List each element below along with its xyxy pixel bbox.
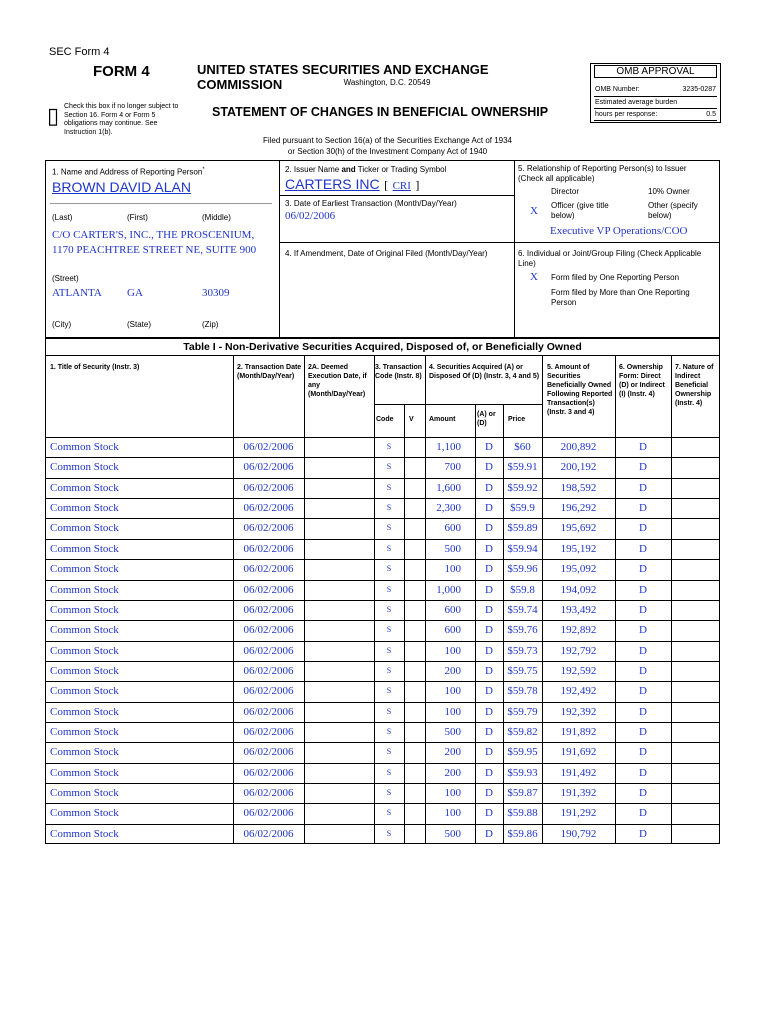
row-owned: 192,592 — [560, 664, 597, 677]
omb-hours-value: 0.5 — [706, 111, 716, 118]
row-owned: 192,892 — [560, 624, 597, 637]
row-code: S — [386, 747, 392, 757]
row-divider — [45, 702, 720, 703]
row-a-or-d: D — [485, 827, 493, 840]
amendment-label: 4. If Amendment, Date of Original Filed (Month/Day/Year) — [285, 249, 488, 258]
row-code: S — [386, 706, 392, 716]
row-amount: 100 — [444, 705, 461, 718]
col-ownership-form: 6. Ownership Form: Direct (D) or Indirect (I) (Instr. 4) — [619, 364, 665, 398]
row-a-or-d: D — [485, 481, 493, 494]
row-code: S — [386, 828, 392, 838]
row-code: S — [386, 604, 392, 614]
row-ownership-form: D — [639, 461, 647, 474]
row-price: $59.79 — [507, 705, 538, 718]
zip-value: 30309 — [202, 287, 230, 299]
other-option[interactable]: Other (specify below) — [648, 201, 698, 220]
filed-pursuant — [200, 135, 575, 157]
row-code: S — [386, 808, 392, 818]
row-owned: 200,192 — [560, 461, 597, 474]
row-date: 06/02/2006 — [243, 583, 294, 596]
sec-form-label: SEC Form 4 — [49, 46, 110, 58]
row-title: Common Stock — [50, 664, 119, 677]
row-a-or-d: D — [485, 624, 493, 637]
row-price: $59.95 — [507, 746, 538, 759]
reporting-person-name[interactable]: BROWN DAVID ALAN — [52, 179, 191, 195]
row-title: Common Stock — [50, 685, 119, 698]
row-price: $59.76 — [507, 624, 538, 637]
row-amount: 100 — [444, 563, 461, 576]
row-a-or-d: D — [485, 563, 493, 576]
row-title: Common Stock — [50, 766, 119, 779]
row-date: 06/02/2006 — [243, 441, 294, 453]
row-ownership-form: D — [639, 603, 647, 616]
row-owned: 191,492 — [560, 766, 597, 779]
sub-a-or-d: (A) or (D) — [477, 411, 496, 427]
sub-code: Code — [376, 416, 394, 423]
row-a-or-d: D — [485, 542, 493, 555]
row-title: Common Stock — [50, 542, 119, 555]
row-title: Common Stock — [50, 705, 119, 718]
row-price: $59.92 — [507, 481, 538, 494]
row-a-or-d: D — [485, 502, 493, 515]
row-amount: 1,100 — [436, 441, 461, 453]
row-date: 06/02/2006 — [243, 787, 294, 799]
row-divider — [45, 437, 720, 438]
row-code: S — [386, 543, 392, 553]
row-divider — [45, 742, 720, 743]
row-divider — [45, 661, 720, 662]
row-date: 06/02/2006 — [243, 746, 294, 759]
row-price: $59.88 — [507, 807, 538, 820]
row-owned: 192,392 — [560, 705, 597, 718]
row-divider — [45, 783, 720, 784]
row-price: $59.74 — [507, 603, 538, 616]
row-date: 06/02/2006 — [243, 807, 294, 820]
row-owned: 191,892 — [560, 725, 597, 738]
row-a-or-d: D — [485, 583, 493, 596]
row-price: $59.87 — [507, 787, 538, 799]
row-code: S — [386, 523, 392, 533]
filing-label: 6. Individual or Joint/Group Filing (Check Applicable Line) — [518, 249, 702, 268]
row-a-or-d: D — [485, 522, 493, 535]
first-label: (First) — [127, 213, 148, 222]
col-transaction-date: 2. Transaction Date (Month/Day/Year) — [237, 364, 302, 380]
row-ownership-form: D — [639, 563, 647, 576]
ten-percent-owner-option[interactable]: 10% Owner — [648, 187, 690, 196]
row-title: Common Stock — [50, 583, 119, 596]
row-title: Common Stock — [50, 624, 119, 637]
multiple-person-option[interactable]: Form filed by More than One Reporting Person — [551, 288, 690, 307]
row-amount: 200 — [444, 766, 461, 779]
row-date: 06/02/2006 — [243, 644, 294, 657]
address-line1: C/O CARTER'S, INC., THE PROSCENIUM, — [52, 229, 255, 241]
zip-label: (Zip) — [202, 320, 219, 329]
row-a-or-d: D — [485, 603, 493, 616]
row-owned: 198,592 — [560, 481, 597, 494]
row-divider — [45, 620, 720, 621]
row-owned: 195,692 — [560, 522, 597, 535]
row-title: Common Stock — [50, 807, 119, 820]
row-owned: 191,292 — [560, 807, 597, 820]
row-title: Common Stock — [50, 502, 119, 515]
no-longer-subject-text: Check this box if no longer subject to Section 16. Form 4 or Form 5 obligations may continue. See Instruction 1(b). — [64, 103, 179, 136]
table-1-title: Table I - Non-Derivative Securities Acquired, Disposed of, or Beneficially Owned — [183, 341, 582, 353]
address-line2: 1170 PEACHTREE STREET NE, SUITE 900 — [52, 244, 257, 256]
row-amount: 100 — [444, 685, 461, 698]
row-a-or-d: D — [485, 787, 493, 799]
row-divider — [45, 580, 720, 581]
city-value: ATLANTA — [52, 287, 102, 299]
row-owned: 191,692 — [560, 746, 597, 759]
row-date: 06/02/2006 — [243, 664, 294, 677]
row-title: Common Stock — [50, 481, 119, 494]
col-deemed-date: 2A. Deemed Execution Date, if any (Month/Day/Year) — [308, 364, 367, 398]
row-price: $59.78 — [507, 685, 538, 698]
omb-title: OMB APPROVAL — [616, 66, 695, 77]
relationship-label: 5. Relationship of Reporting Person(s) to Issuer (Check all applicable) — [518, 164, 687, 183]
row-ownership-form: D — [639, 685, 647, 698]
omb-burden-label: Estimated average burden — [595, 99, 678, 106]
row-a-or-d: D — [485, 807, 493, 820]
row-code: S — [386, 686, 392, 696]
row-code: S — [386, 482, 392, 492]
row-ownership-form: D — [639, 542, 647, 555]
row-title: Common Stock — [50, 725, 119, 738]
row-price: $59.73 — [507, 644, 538, 657]
row-date: 06/02/2006 — [243, 725, 294, 738]
row-price: $59.9 — [510, 502, 535, 515]
row-a-or-d: D — [485, 766, 493, 779]
city-label: (City) — [52, 320, 72, 329]
earliest-transaction-label: 3. Date of Earliest Transaction (Month/Day/Year) — [285, 199, 457, 208]
row-divider — [45, 518, 720, 519]
row-date: 06/02/2006 — [243, 766, 294, 779]
omb-hours-label: hours per response: — [595, 111, 658, 118]
row-owned: 192,492 — [560, 685, 597, 698]
row-amount: 600 — [444, 522, 461, 535]
row-amount: 500 — [444, 827, 461, 840]
row-date: 06/02/2006 — [243, 563, 294, 576]
row-amount: 500 — [444, 542, 461, 555]
row-price: $59.8 — [510, 583, 535, 596]
director-option[interactable]: Director — [551, 187, 580, 196]
row-amount: 200 — [444, 664, 461, 677]
one-person-check-mark: X — [530, 271, 538, 283]
row-code: S — [386, 462, 392, 472]
row-code: S — [386, 442, 392, 451]
row-divider — [45, 824, 720, 825]
commission-location: Washington, D.C. 20549 — [343, 78, 431, 87]
state-value: GA — [127, 287, 143, 299]
row-ownership-form: D — [639, 441, 647, 453]
commission-title: UNITED STATES SECURITIES AND EXCHANGE COMMISSION — [197, 62, 489, 92]
form-title: FORM 4 — [93, 63, 150, 80]
row-price: $59.89 — [507, 522, 538, 535]
row-ownership-form: D — [639, 746, 647, 759]
row-ownership-form: D — [639, 583, 647, 596]
row-amount: 1,600 — [436, 481, 461, 494]
row-code: S — [386, 726, 392, 736]
col-nature-indirect: 7. Nature of Indirect Beneficial Ownership (Instr. 4) — [675, 364, 714, 407]
row-a-or-d: D — [485, 644, 493, 657]
sub-price: Price — [508, 416, 526, 423]
row-owned: 192,792 — [560, 644, 597, 657]
middle-label: (Middle) — [202, 213, 231, 222]
omb-number-label: OMB Number: — [595, 86, 640, 93]
row-divider — [45, 600, 720, 601]
issuer-name-ticker: CARTERS INC [ CRI ] — [285, 176, 420, 192]
row-date: 06/02/2006 — [243, 624, 294, 637]
omb-number-value: 3235-0287 — [682, 86, 716, 93]
row-date: 06/02/2006 — [243, 685, 294, 698]
row-a-or-d: D — [485, 705, 493, 718]
row-price: $59.93 — [507, 766, 538, 779]
col-amount-owned: 5. Amount of Securities Beneficially Owned Following Reported Transaction(s) (Instr. 3 and 4) — [547, 364, 613, 416]
row-date: 06/02/2006 — [243, 461, 294, 474]
row-code: S — [386, 767, 392, 777]
row-price: $59.96 — [507, 563, 538, 576]
row-owned: 200,892 — [560, 441, 597, 453]
row-date: 06/02/2006 — [243, 603, 294, 616]
row-divider — [45, 763, 720, 764]
row-price: $59.94 — [507, 542, 538, 555]
row-ownership-form: D — [639, 705, 647, 718]
sub-v: V — [409, 416, 414, 423]
row-a-or-d: D — [485, 664, 493, 677]
row-code: S — [386, 645, 392, 655]
issuer-ticker[interactable]: CRI — [392, 180, 411, 192]
row-code: S — [386, 788, 392, 797]
row-price: $60 — [514, 441, 531, 453]
row-code: S — [386, 564, 392, 574]
row-code: S — [386, 625, 392, 635]
row-owned: 190,792 — [560, 827, 597, 840]
row-price: $59.75 — [507, 664, 538, 677]
row-ownership-form: D — [639, 766, 647, 779]
officer-title: Executive VP Operations/COO — [550, 225, 688, 237]
row-ownership-form: D — [639, 481, 647, 494]
row-title: Common Stock — [50, 563, 119, 576]
row-ownership-form: D — [639, 522, 647, 535]
row-a-or-d: D — [485, 461, 493, 474]
row-code: S — [386, 503, 392, 513]
officer-option[interactable]: Officer (give title below) — [551, 201, 609, 220]
row-title: Common Stock — [50, 644, 119, 657]
row-title: Common Stock — [50, 787, 119, 799]
row-owned: 196,292 — [560, 502, 597, 515]
row-divider — [45, 641, 720, 642]
one-person-option[interactable]: Form filed by One Reporting Person — [551, 273, 680, 282]
row-price: $59.82 — [507, 725, 538, 738]
reporting-person-label: 1. Name and Address of Reporting Person* — [52, 167, 205, 177]
row-owned: 195,092 — [560, 563, 597, 576]
col-transaction-code: 3. Transaction Code (Instr. 8) — [375, 364, 423, 380]
row-ownership-form: D — [639, 807, 647, 820]
row-title: Common Stock — [50, 746, 119, 759]
row-title: Common Stock — [50, 603, 119, 616]
row-divider — [45, 559, 720, 560]
row-date: 06/02/2006 — [243, 502, 294, 515]
row-ownership-form: D — [639, 502, 647, 515]
row-divider — [45, 457, 720, 458]
issuer-name[interactable]: CARTERS INC — [285, 176, 380, 192]
row-title: Common Stock — [50, 461, 119, 474]
row-amount: 1,000 — [436, 583, 461, 596]
issuer-label: 2. Issuer Name and Ticker or Trading Symbol — [285, 165, 447, 174]
last-label: (Last) — [52, 213, 73, 222]
state-label: (State) — [127, 320, 152, 329]
row-a-or-d: D — [485, 441, 493, 453]
row-code: S — [386, 584, 392, 594]
row-amount: 600 — [444, 624, 461, 637]
row-ownership-form: D — [639, 644, 647, 657]
row-divider — [45, 722, 720, 723]
row-date: 06/02/2006 — [243, 542, 294, 555]
row-owned: 195,192 — [560, 542, 597, 555]
row-price: $59.91 — [507, 461, 538, 474]
row-amount: 700 — [444, 461, 461, 474]
officer-check-mark: X — [530, 205, 538, 217]
street-label: (Street) — [52, 274, 79, 283]
col-securities-acquired: 4. Securities Acquired (A) or Disposed Of (D) (Instr. 3, 4 and 5) — [429, 364, 540, 380]
row-ownership-form: D — [639, 624, 647, 637]
row-amount: 600 — [444, 603, 461, 616]
row-title: Common Stock — [50, 827, 119, 840]
row-amount: 100 — [444, 807, 461, 820]
statement-title: STATEMENT OF CHANGES IN BENEFICIAL OWNERSHIP — [212, 105, 549, 119]
row-price: $59.86 — [507, 827, 538, 840]
no-longer-subject-checkbox[interactable]: ▯ — [47, 103, 60, 128]
row-divider — [45, 498, 720, 499]
row-date: 06/02/2006 — [243, 481, 294, 494]
filed-pursuant-line2: or Section 30(h) of the Investment Company Act of 1940 — [287, 147, 488, 156]
row-ownership-form: D — [639, 664, 647, 677]
row-amount: 100 — [444, 644, 461, 657]
row-divider — [45, 539, 720, 540]
row-title: Common Stock — [50, 441, 119, 453]
row-owned: 194,092 — [560, 583, 597, 596]
row-code: S — [386, 665, 392, 675]
row-a-or-d: D — [485, 685, 493, 698]
row-divider — [45, 803, 720, 804]
row-date: 06/02/2006 — [243, 705, 294, 718]
row-a-or-d: D — [485, 746, 493, 759]
row-ownership-form: D — [639, 725, 647, 738]
row-a-or-d: D — [485, 725, 493, 738]
filed-pursuant-line1: Filed pursuant to Section 16(a) of the Securities Exchange Act of 1934 — [262, 136, 513, 145]
row-owned: 191,392 — [560, 787, 597, 799]
earliest-transaction-date: 06/02/2006 — [285, 210, 336, 222]
row-divider — [45, 478, 720, 479]
col-title-of-security: 1. Title of Security (Instr. 3) — [50, 364, 140, 371]
row-title: Common Stock — [50, 522, 119, 535]
sub-amount: Amount — [429, 416, 456, 423]
row-amount: 100 — [444, 787, 461, 799]
row-amount: 500 — [444, 725, 461, 738]
row-owned: 193,492 — [560, 603, 597, 616]
row-date: 06/02/2006 — [243, 827, 294, 840]
row-amount: 200 — [444, 746, 461, 759]
row-ownership-form: D — [639, 787, 647, 799]
row-date: 06/02/2006 — [243, 522, 294, 535]
row-divider — [45, 681, 720, 682]
row-amount: 2,300 — [436, 502, 461, 515]
row-ownership-form: D — [639, 827, 647, 840]
